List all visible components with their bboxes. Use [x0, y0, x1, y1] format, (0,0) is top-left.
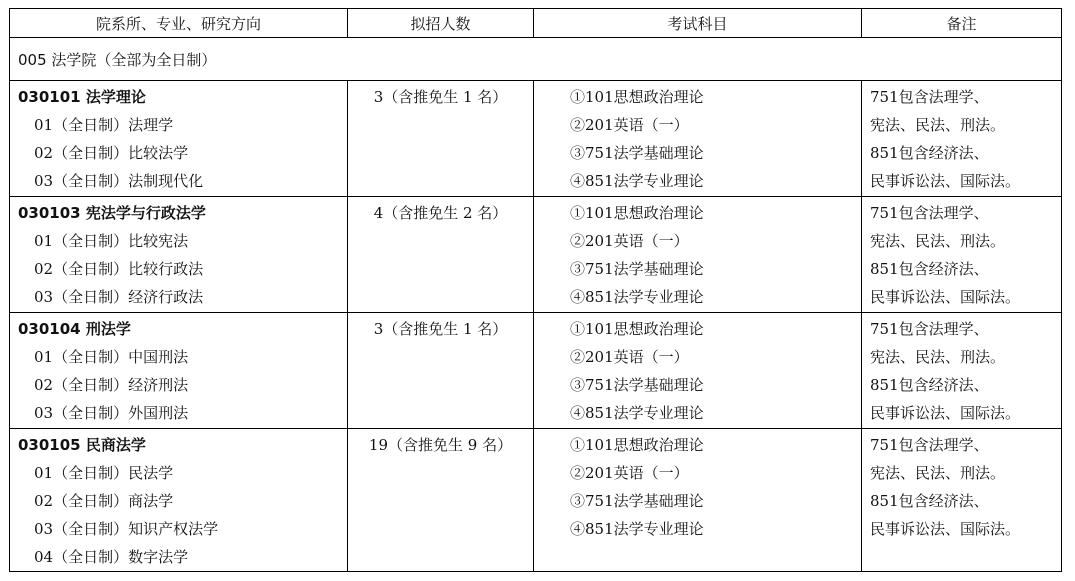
- enrollment-quota: 3（含推免生 1 名）: [373, 88, 508, 106]
- quota-cell: [348, 429, 534, 572]
- remark-line: 851包含经济法、: [870, 260, 989, 278]
- exam-subject: ④851法学专业理论: [570, 288, 704, 306]
- research-direction: 03（全日制）法制现代化: [34, 172, 204, 190]
- remark-line: 宪法、民法、刑法。: [870, 116, 1006, 134]
- remark-line: 民事诉讼法、国际法。: [870, 288, 1021, 306]
- quota-cell: [348, 81, 534, 197]
- department-title: 005 法学院（全部为全日制）: [10, 38, 1062, 81]
- research-direction: 01（全日制）法理学: [34, 116, 174, 134]
- research-direction: 01（全日制）比较宪法: [34, 232, 189, 250]
- quota-cell: [348, 313, 534, 429]
- exam-subject: ③751法学基础理论: [570, 492, 704, 510]
- table-row: [10, 429, 1062, 572]
- research-direction: 02（全日制）经济刑法: [34, 376, 189, 394]
- remark-line: 民事诉讼法、国际法。: [870, 520, 1021, 538]
- exam-subject: ③751法学基础理论: [570, 376, 704, 394]
- remarks-cell: [862, 197, 1062, 313]
- remarks-cell: [862, 81, 1062, 197]
- major-cell: [10, 429, 348, 572]
- subjects-cell: [534, 81, 862, 197]
- research-direction: 01（全日制）中国刑法: [34, 348, 189, 366]
- remark-line: 民事诉讼法、国际法。: [870, 172, 1021, 190]
- exam-subject: ②201英语（一）: [570, 232, 689, 250]
- remark-line: 851包含经济法、: [870, 144, 989, 162]
- enrollment-quota: 4（含推免生 2 名）: [373, 204, 508, 222]
- exam-subject: ④851法学专业理论: [570, 172, 704, 190]
- table-header-row: [10, 9, 1062, 38]
- exam-subject: ②201英语（一）: [570, 348, 689, 366]
- major-cell: [10, 313, 348, 429]
- exam-subject: ②201英语（一）: [570, 464, 689, 482]
- header-department-major-direction: 院系所、专业、研究方向: [10, 9, 348, 38]
- header-remarks: 备注: [862, 9, 1062, 38]
- enrollment-quota: 19（含推免生 9 名）: [368, 436, 513, 454]
- exam-subject: ③751法学基础理论: [570, 260, 704, 278]
- remarks-cell: [862, 429, 1062, 572]
- table-row: [10, 81, 1062, 197]
- table-row: [10, 313, 1062, 429]
- remark-line: 宪法、民法、刑法。: [870, 348, 1006, 366]
- subjects-cell: [534, 429, 862, 572]
- exam-subject: ②201英语（一）: [570, 116, 689, 134]
- research-direction: 01（全日制）民法学: [34, 464, 174, 482]
- remark-line: 851包含经济法、: [870, 376, 989, 394]
- exam-subject: ①101思想政治理论: [570, 436, 704, 454]
- research-direction: 02（全日制）商法学: [34, 492, 174, 510]
- research-direction: 02（全日制）比较行政法: [34, 260, 204, 278]
- table-row: [10, 197, 1062, 313]
- research-direction: 03（全日制）经济行政法: [34, 288, 204, 306]
- remark-line: 851包含经济法、: [870, 492, 989, 510]
- research-direction: 02（全日制）比较法学: [34, 144, 189, 162]
- remark-line: 宪法、民法、刑法。: [870, 232, 1006, 250]
- major-cell: [10, 81, 348, 197]
- exam-subject: ③751法学基础理论: [570, 144, 704, 162]
- remark-line: 751包含法理学、: [870, 436, 989, 454]
- exam-subject: ①101思想政治理论: [570, 320, 704, 338]
- remark-line: 751包含法理学、: [870, 88, 989, 106]
- major-title: 030103 宪法学与行政法学: [18, 204, 206, 222]
- exam-subject: ①101思想政治理论: [570, 88, 704, 106]
- remarks-cell: [862, 313, 1062, 429]
- research-direction: 04（全日制）数字法学: [34, 548, 189, 566]
- quota-cell: [348, 197, 534, 313]
- remark-line: 751包含法理学、: [870, 320, 989, 338]
- remark-line: 751包含法理学、: [870, 204, 989, 222]
- department-row: [10, 38, 1062, 81]
- exam-subject: ④851法学专业理论: [570, 404, 704, 422]
- major-title: 030101 法学理论: [18, 88, 146, 106]
- major-cell: [10, 197, 348, 313]
- research-direction: 03（全日制）外国刑法: [34, 404, 189, 422]
- header-exam-subjects: 考试科目: [534, 9, 862, 38]
- admissions-table: [9, 8, 1062, 572]
- subjects-cell: [534, 313, 862, 429]
- research-direction: 03（全日制）知识产权法学: [34, 520, 219, 538]
- major-title: 030105 民商法学: [18, 436, 146, 454]
- header-planned-enrollment: 拟招人数: [348, 9, 534, 38]
- major-title: 030104 刑法学: [18, 320, 131, 338]
- exam-subject: ①101思想政治理论: [570, 204, 704, 222]
- remark-line: 民事诉讼法、国际法。: [870, 404, 1021, 422]
- enrollment-quota: 3（含推免生 1 名）: [373, 320, 508, 338]
- remark-line: 宪法、民法、刑法。: [870, 464, 1006, 482]
- subjects-cell: [534, 197, 862, 313]
- exam-subject: ④851法学专业理论: [570, 520, 704, 538]
